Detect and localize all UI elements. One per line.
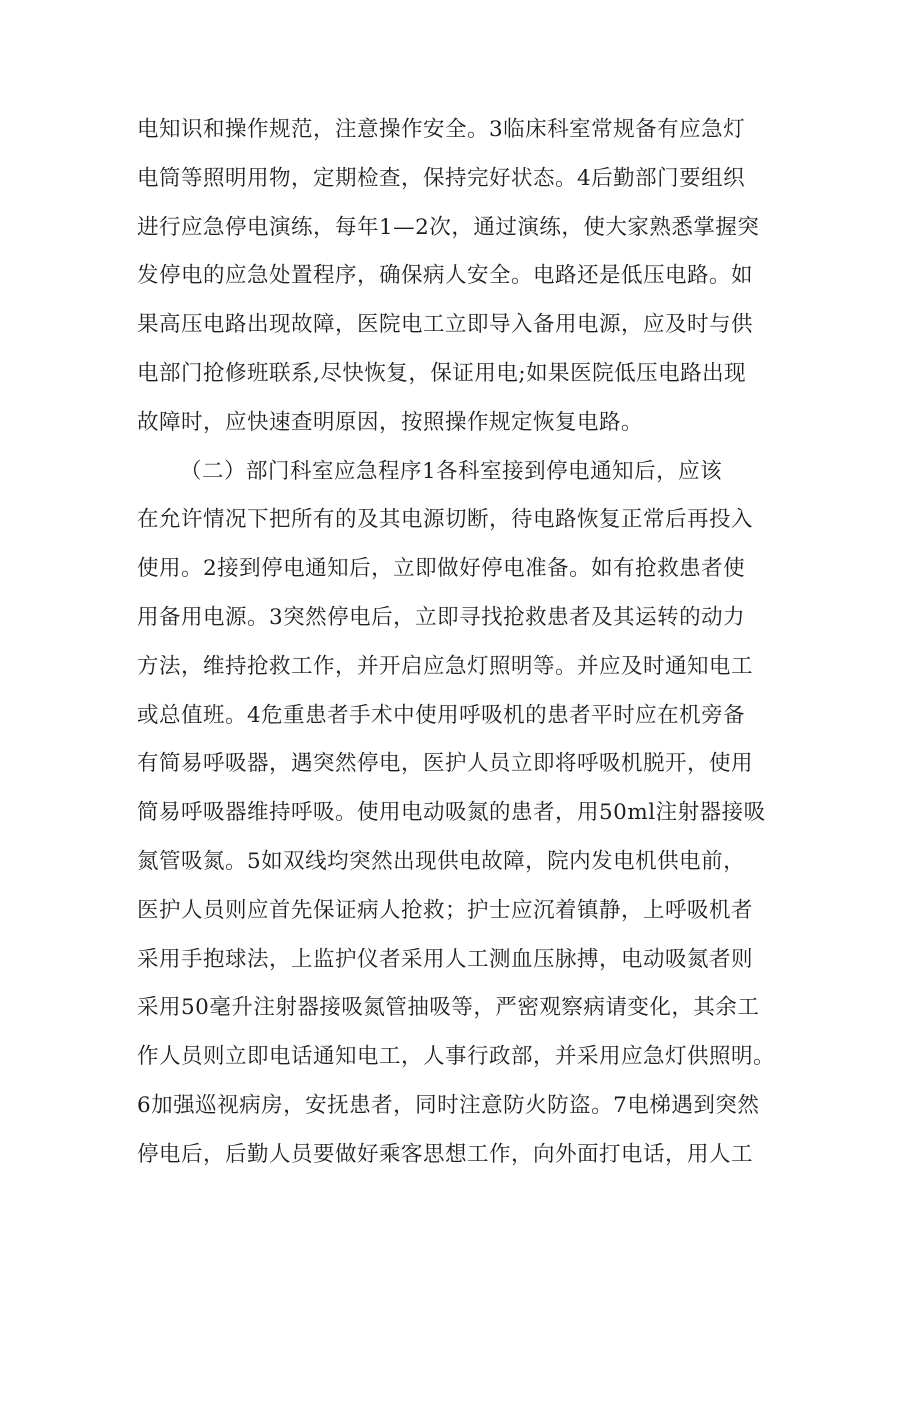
text-line bbox=[137, 1180, 807, 1229]
text-line: 用备用电源。3突然停电后，立即寻找抢救患者及其运转的动力 bbox=[137, 604, 746, 630]
text-line bbox=[137, 1228, 807, 1277]
paragraph-department-emergency-procedure bbox=[137, 448, 807, 1424]
text-line: 作人员则立即电话通知电工，人事行政部，并采用应急灯供照明。 bbox=[137, 1044, 776, 1070]
text-line: 电筒等照明用物，定期检查，保持完好状态。4后勤部门要组织 bbox=[137, 165, 746, 191]
text-line: 方法，维持抢救工作，并开启应急灯照明等。并应及时通知电工 bbox=[137, 653, 754, 679]
text-line: 停电后，后勤人员要做好乘客思想工作，向外面打电话，用人工 bbox=[137, 1141, 754, 1167]
text-line: 使用。2接到停电通知后，立即做好停电准备。如有抢救患者使 bbox=[137, 556, 746, 582]
text-line: 果高压电路出现故障，医院电工立即导入备用电源，应及时与供 bbox=[137, 312, 754, 338]
text-line: 电知识和操作规范，注意操作安全。3临床科室常规备有应急灯 bbox=[137, 117, 746, 142]
text-line: 在允许情况下把所有的及其电源切断，待电路恢复正常后再投入 bbox=[137, 507, 754, 533]
text-line: 发停电的应急处置程序，确保病人安全。电路还是低压电路。如 bbox=[137, 263, 754, 289]
text-line: 故障时，应快速查明原因，按照操作规定恢复电路。 bbox=[137, 409, 644, 435]
text-line: 电部门抢修班联系,尽快恢复，保证用电;如果医院低压电路出现 bbox=[137, 360, 747, 386]
text-line: 采用50毫升注射器接吸氮管抽吸等，严密观察病请变化，其余工 bbox=[137, 995, 760, 1021]
paragraph-power-outage-procedure bbox=[137, 106, 807, 448]
text-line: 医护人员则应首先保证病人抢救；护士应沉着镇静，上呼吸机者 bbox=[137, 897, 754, 923]
text-line bbox=[137, 1326, 807, 1375]
text-line bbox=[137, 1277, 807, 1326]
text-line: 采用手抱球法，上监护仪者采用人工测血压脉搏，电动吸氮者则 bbox=[137, 946, 754, 972]
text-line: 或总值班。4危重患者手术中使用呼吸机的患者平时应在机旁备 bbox=[137, 702, 746, 728]
text-line bbox=[137, 1375, 807, 1424]
text-line-indented: （二）部门科室应急程序1各科室接到停电通知后，应该 bbox=[180, 458, 723, 484]
text-line: 进行应急停电演练，每年1—2次，通过演练，使大家熟悉掌握突 bbox=[137, 214, 760, 240]
text-line: 简易呼吸器维持呼吸。使用电动吸氮的患者，用50ml注射器接吸 bbox=[137, 800, 766, 826]
text-line: 6加强巡视病房，安抚患者，同时注意防火防盗。7电梯遇到突然 bbox=[137, 1092, 760, 1118]
text-line: 氮管吸氮。5如双线均突然出现供电故障，院内发电机供电前， bbox=[137, 848, 746, 874]
document-body bbox=[137, 106, 807, 1424]
text-line: 有简易呼吸器，遇突然停电，医护人员立即将呼吸机脱开，使用 bbox=[137, 751, 754, 777]
